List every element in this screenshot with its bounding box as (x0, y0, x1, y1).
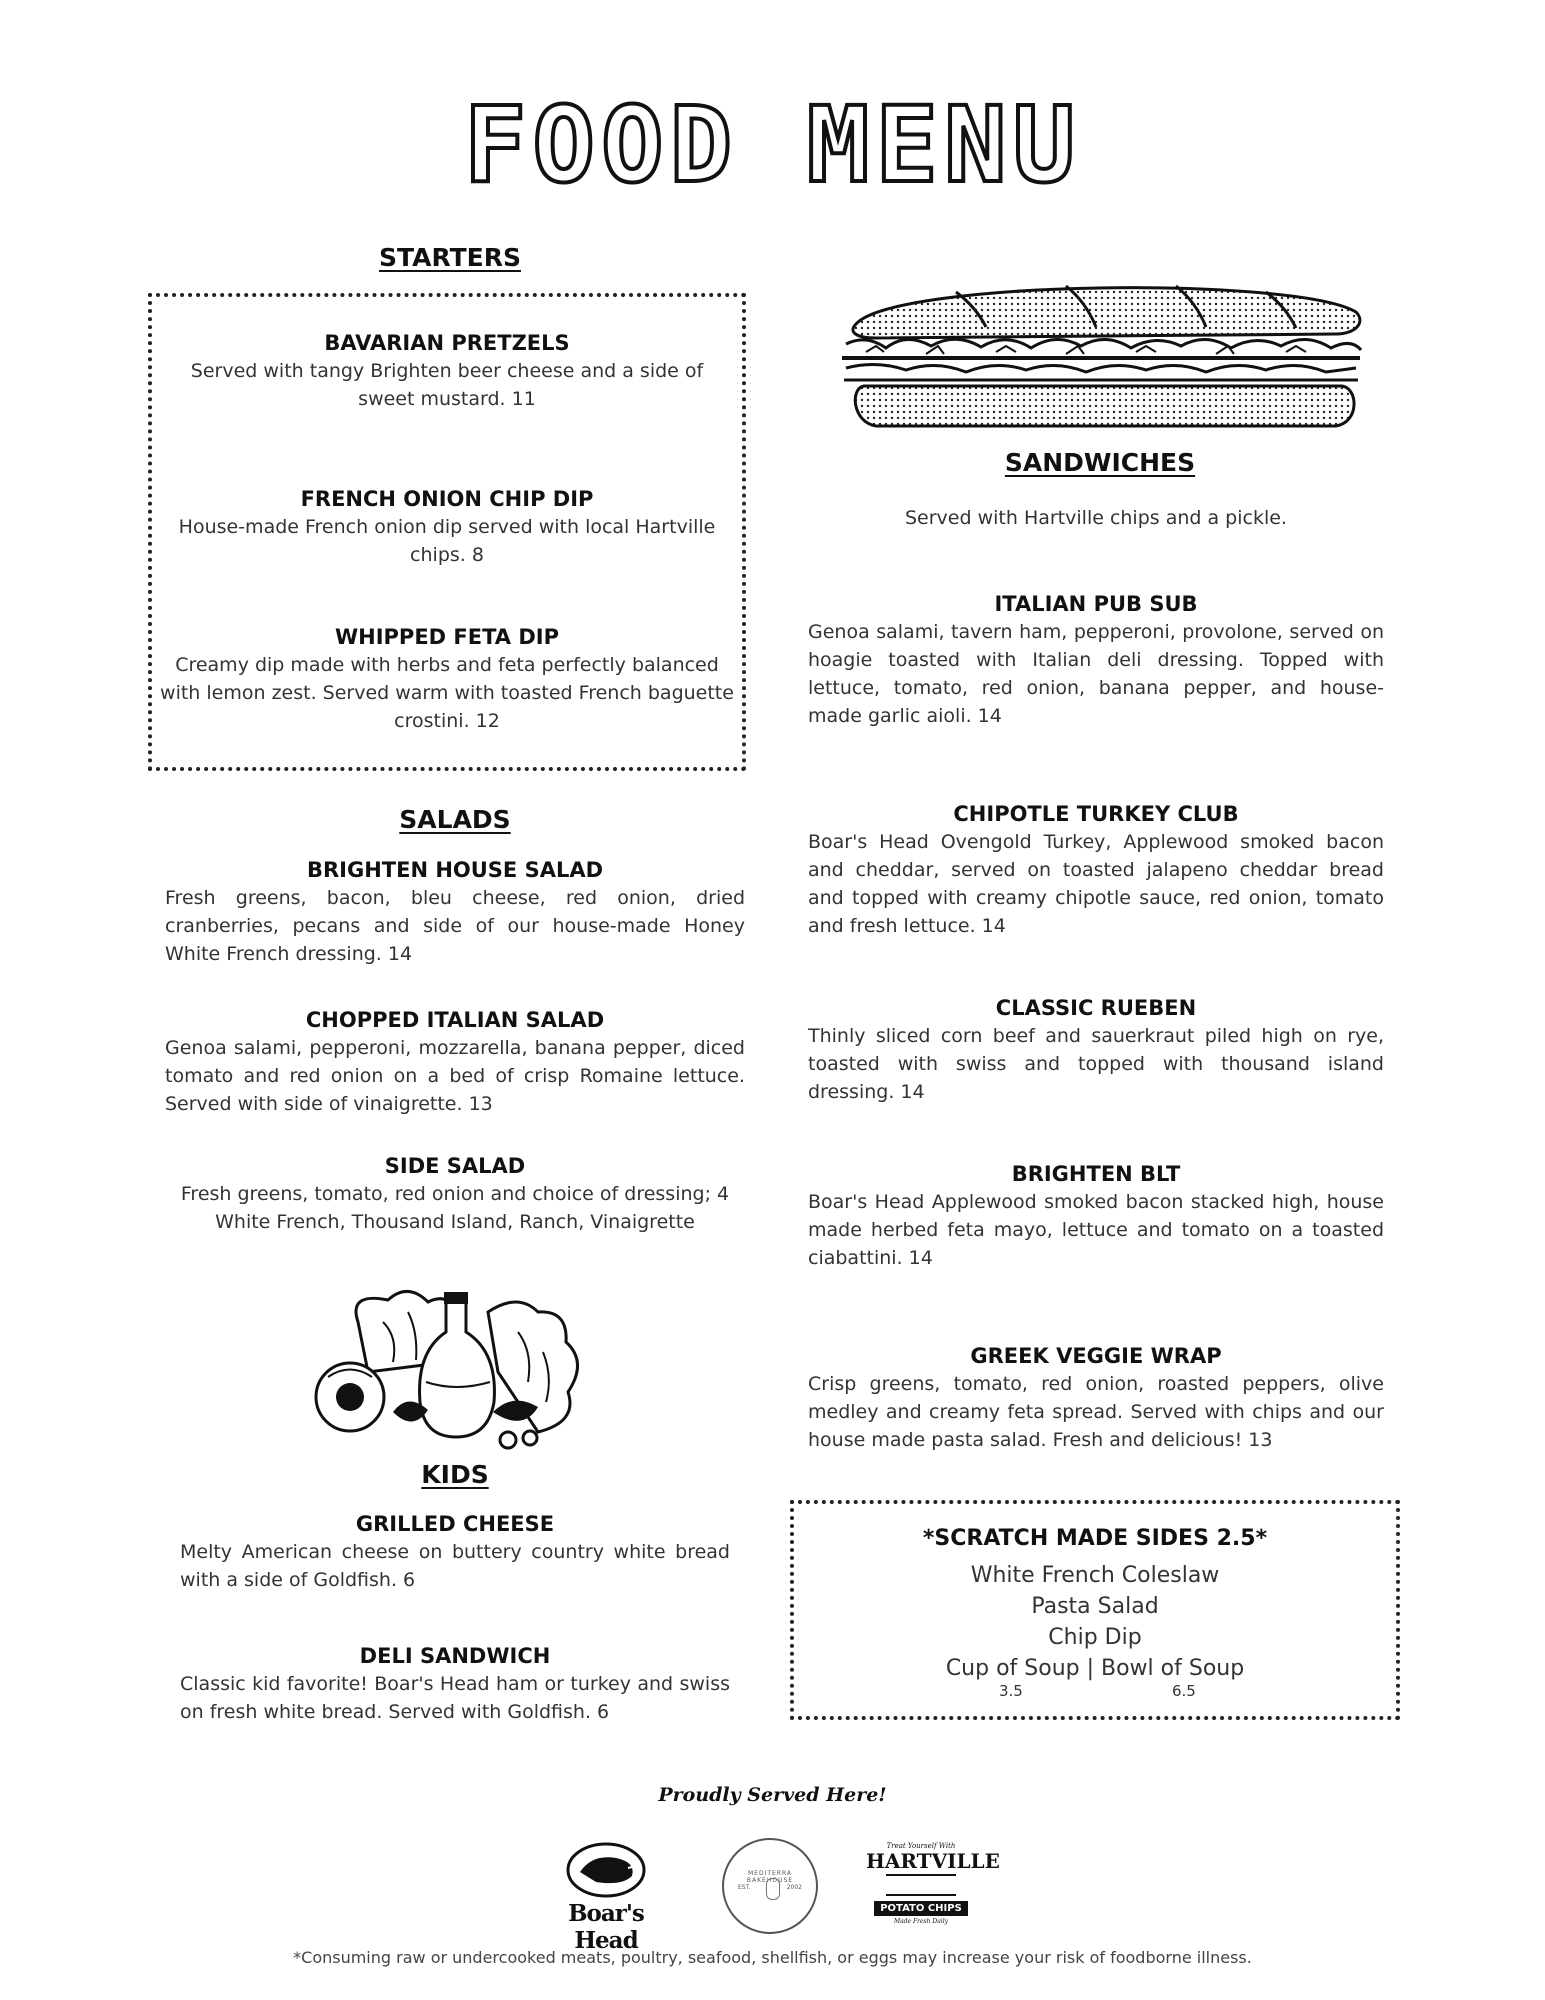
sides-list (794, 1560, 1396, 1684)
item-description: Melty American cheese on buttery country white bread with a side of Goldfish. 6 (180, 1541, 730, 1591)
item-name: BRIGHTEN BLT (1011, 1162, 1181, 1186)
item-description-dressings: White French, Thousand Island, Ranch, Vinaigrette (215, 1211, 695, 1233)
hartville-chips-label: POTATO CHIPS (874, 1901, 968, 1916)
item-name: GREEK VEGGIE WRAP (970, 1344, 1222, 1368)
item-name: DELI SANDWICH (359, 1644, 551, 1668)
item-name: SIDE SALAD (384, 1154, 526, 1178)
sides-heading: *SCRATCH MADE SIDES 2.5* (922, 1526, 1268, 1551)
sandwich-item (808, 994, 1384, 1106)
item-name: GRILLED CHEESE (355, 1512, 555, 1536)
starters-box (148, 293, 746, 771)
sandwich-item (808, 590, 1384, 730)
sides-box (790, 1500, 1400, 1720)
item-name: BRIGHTEN HOUSE SALAD (306, 858, 604, 882)
bakehouse-year: 2002 (786, 1884, 802, 1891)
item-description: Boar's Head Ovengold Turkey, Applewood smoked bacon and cheddar, served on toasted jalapeno cheddar bread and topped with creamy chipotle sauce, red onion, tomato and fresh lettuce. 14 (808, 831, 1384, 937)
item-description: Served with tangy Brighten beer cheese and a side of sweet mustard. 11 (190, 360, 704, 410)
item-description: Crisp greens, tomato, red onion, roasted peppers, olive medley and creamy feta spread. Served with chips and our house made pasta salad. Fresh and delicious! 13 (808, 1373, 1384, 1451)
sandwiches-subtitle: Served with Hartville chips and a pickle. (905, 507, 1287, 529)
hartville-subtitle: Made Fresh Daily (893, 1918, 949, 1925)
sub-sandwich-illustration (836, 272, 1366, 432)
salads-heading: SALADS (399, 805, 511, 834)
bakehouse-name: MEDITERRA BAKEHOUSE (746, 1870, 794, 1884)
kids-item (180, 1510, 730, 1594)
item-description: Genoa salami, tavern ham, pepperoni, provolone, served on hoagie toasted with Italian deli dressing. Topped with lettuce, tomato, red onion, banana pepper, and house-made garlic aioli. 14 (808, 621, 1384, 727)
cup-price: 3.5 (999, 1682, 1023, 1700)
sandwiches-heading: SANDWICHES (1004, 448, 1196, 477)
salad-item (150, 1152, 760, 1236)
item-name: ITALIAN PUB SUB (994, 592, 1198, 616)
item-description: House-made French onion dip served with local Hartville chips. 8 (178, 516, 716, 566)
item-description: Thinly sliced corn beef and sauerkraut piled high on rye, toasted with swiss and topped with thousand island dressing. 14 (808, 1025, 1384, 1103)
boars-head-logo (536, 1842, 676, 1954)
starter-item (162, 329, 732, 413)
item-name: CHOPPED ITALIAN SALAD (305, 1008, 605, 1032)
item-name: CHIPOTLE TURKEY CLUB (953, 802, 1239, 826)
item-name: BAVARIAN PRETZELS (324, 331, 570, 355)
starters-heading: STARTERS (379, 243, 521, 272)
salad-item (165, 856, 745, 968)
barn-icon (886, 1874, 956, 1896)
side-item: Pasta Salad (1031, 1594, 1159, 1619)
side-item: White French Coleslaw (970, 1563, 1220, 1588)
salad-item (165, 1006, 745, 1118)
hartville-logo (866, 1842, 1000, 1932)
item-name: WHIPPED FETA DIP (334, 625, 559, 649)
item-description: Creamy dip made with herbs and feta perfectly balanced with lemon zest. Served warm with toasted French baguette crostini. 12 (160, 654, 734, 732)
hartville-tagline: Treat Yourself With (886, 1842, 956, 1850)
wheat-icon (766, 1878, 780, 1900)
item-name: FRENCH ONION CHIP DIP (300, 487, 594, 511)
kids-item (180, 1642, 730, 1726)
starter-item (158, 623, 736, 735)
hartville-wordmark: HARTVILLE (866, 1849, 1000, 1873)
menu-title: FOOD MENU (463, 84, 1082, 206)
item-description: Genoa salami, pepperoni, mozzarella, banana pepper, diced tomato and red onion on a bed of crisp Romaine lettuce. Served with side of vinaigrette. 13 (165, 1037, 745, 1115)
item-description: Fresh greens, bacon, bleu cheese, red onion, dried cranberries, pecans and side of our house-made Honey White French dressing. 14 (165, 887, 745, 965)
bowl-price: 6.5 (1172, 1682, 1196, 1700)
sandwich-item (808, 1160, 1384, 1272)
proudly-served-text: Proudly Served Here! (658, 1784, 887, 1806)
disclaimer: *Consuming raw or undercooked meats, poultry, seafood, shellfish, or eggs may increase your risk of foodborne illness. (293, 1948, 1252, 1967)
sandwich-item (808, 1342, 1384, 1454)
item-description: Classic kid favorite! Boar's Head ham or turkey and swiss on fresh white bread. Served with Goldfish. 6 (180, 1673, 730, 1723)
soup-line: Cup of Soup | Bowl of Soup (945, 1656, 1245, 1681)
mediterra-bakehouse-logo (722, 1838, 818, 1934)
bakehouse-est: EST. (738, 1884, 751, 1891)
starter-item (162, 485, 732, 569)
item-description: Fresh greens, tomato, red onion and choice of dressing; 4 (180, 1183, 730, 1205)
salad-vegetables-illustration (298, 1282, 598, 1452)
item-name: CLASSIC RUEBEN (995, 996, 1197, 1020)
item-description: Boar's Head Applewood smoked bacon stacked high, house made herbed feta mayo, lettuce and tomato on a toasted ciabattini. 14 (808, 1191, 1384, 1269)
side-item: Chip Dip (1048, 1625, 1142, 1650)
boars-head-wordmark: Boar's Head (568, 1900, 644, 1954)
kids-heading: KIDS (421, 1460, 489, 1489)
sandwich-item (808, 800, 1384, 940)
